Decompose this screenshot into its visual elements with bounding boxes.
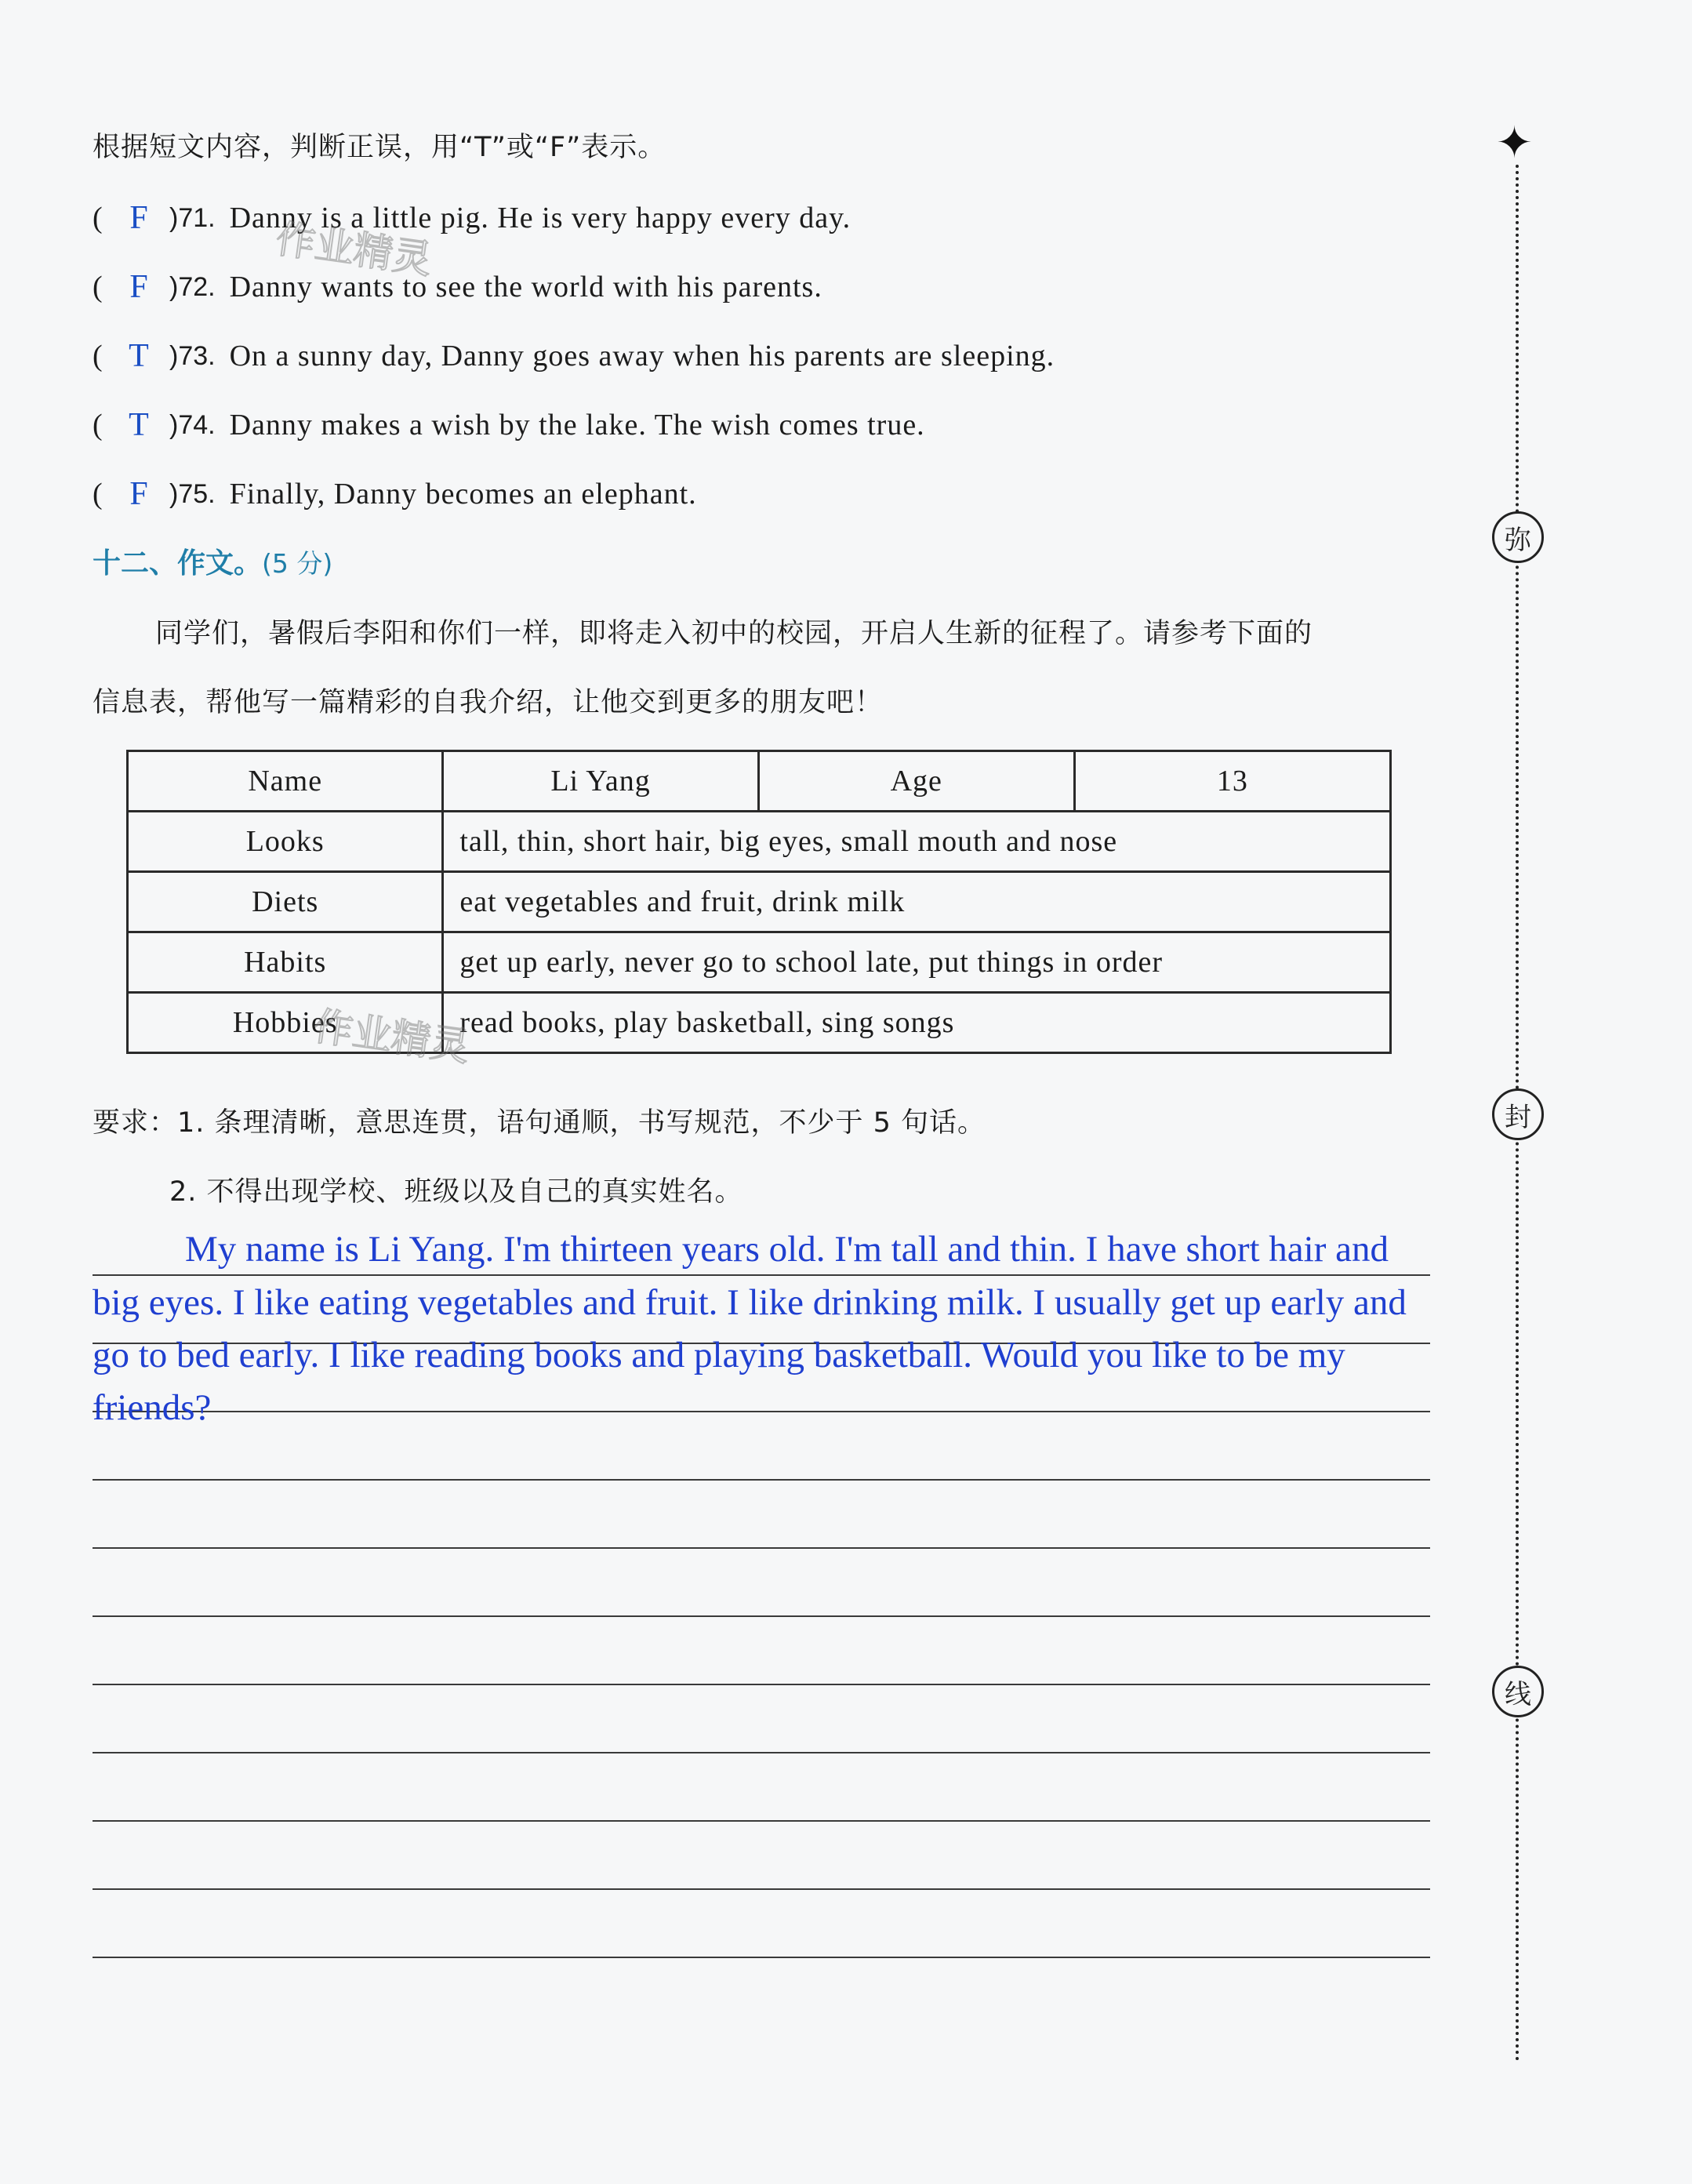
answer: T [129, 407, 149, 443]
watermark: 作业精灵 [273, 216, 435, 283]
requirement-1: 要求：1. 条理清晰，意思连贯，语句通顺，书写规范，不少于 5 句话。 [93, 1107, 986, 1139]
question-73 [93, 333, 1055, 380]
open-paren: ( [93, 340, 103, 372]
answer: T [129, 338, 149, 374]
row-value: eat vegetables and fruit, drink milk [443, 872, 1391, 932]
age-value: 13 [1074, 751, 1390, 812]
question-number: )71. [169, 202, 216, 233]
writing-line [93, 1274, 1430, 1276]
writing-line [93, 1411, 1430, 1412]
handwriting-line-2: big eyes. I like eating vegetables and fruit. I like drinking milk. I usually get up early and [93, 1282, 1407, 1323]
question-71 [93, 194, 851, 242]
row-label: Habits [128, 932, 443, 993]
question-number: )73. [169, 340, 216, 371]
section-title-text: 十二、作文。 [93, 547, 263, 580]
question-text: Finally, Danny becomes an elephant. [229, 478, 697, 511]
answer: F [129, 476, 148, 512]
row-label: Hobbies [128, 993, 443, 1053]
seal-feng: 封 [1492, 1088, 1544, 1140]
handwriting-line-4: friends? [93, 1387, 212, 1428]
row-label: Looks [128, 812, 443, 872]
question-74 [93, 402, 925, 449]
table-row [128, 812, 1391, 872]
question-72 [93, 263, 822, 311]
instruction-text: 根据短文内容，判断正误，用“T”或“F”表示。 [93, 132, 666, 163]
question-number: )75. [169, 478, 216, 509]
question-75 [93, 471, 697, 518]
answer: F [129, 269, 148, 305]
name-value: Li Yang [443, 751, 758, 812]
question-text: On a sunny day, Danny goes away when his parents are sleeping. [229, 340, 1055, 372]
row-value: read books, play basketball, sing songs [443, 993, 1391, 1053]
writing-line [93, 1547, 1430, 1549]
question-text: Danny wants to see the world with his parents. [229, 271, 822, 303]
writing-line [93, 1479, 1430, 1481]
handwriting-line-1: My name is Li Yang. I'm thirteen years old. I'm tall and thin. I have short hair and [185, 1229, 1389, 1270]
prompt-line-2: 信息表，帮他写一篇精彩的自我介绍，让他交到更多的朋友吧！ [93, 687, 884, 718]
writing-line [93, 1752, 1430, 1753]
open-paren: ( [93, 478, 103, 511]
question-number: )74. [169, 409, 216, 440]
writing-line [93, 1820, 1430, 1822]
table-row [128, 751, 1391, 812]
writing-line [93, 1684, 1430, 1685]
watermark: 作业精灵 [310, 1003, 473, 1070]
section-12-title [93, 541, 332, 581]
open-paren: ( [93, 202, 103, 234]
writing-line [93, 1615, 1430, 1617]
writing-line [93, 1888, 1430, 1890]
table-row [128, 932, 1391, 993]
answer: F [129, 200, 148, 236]
seal-xian: 线 [1492, 1666, 1544, 1717]
row-value: get up early, never go to school late, put things in order [443, 932, 1391, 993]
age-label: Age [758, 751, 1074, 812]
seal-mi: 弥 [1492, 511, 1544, 563]
name-label: Name [128, 751, 443, 812]
writing-line [93, 1957, 1430, 1958]
table-row [128, 872, 1391, 932]
question-text: Danny is a little pig. He is very happy every day. [229, 202, 851, 234]
question-text: Danny makes a wish by the lake. The wish comes true. [229, 409, 925, 442]
section-points: (5 分) [262, 548, 333, 579]
row-value: tall, thin, short hair, big eyes, small mouth and nose [443, 812, 1391, 872]
row-label: Diets [128, 872, 443, 932]
handwriting-line-3: go to bed early. I like reading books and playing basketball. Would you like to be my [93, 1335, 1345, 1375]
star-icon: ✦ [1496, 118, 1533, 169]
requirement-2: 2. 不得出现学校、班级以及自己的真实姓名。 [169, 1176, 743, 1208]
open-paren: ( [93, 271, 103, 303]
question-number: )72. [169, 271, 216, 302]
prompt-line-1: 同学们，暑假后李阳和你们一样，即将走入初中的校园，开启人生新的征程了。请参考下面的 [155, 618, 1313, 649]
open-paren: ( [93, 409, 103, 442]
